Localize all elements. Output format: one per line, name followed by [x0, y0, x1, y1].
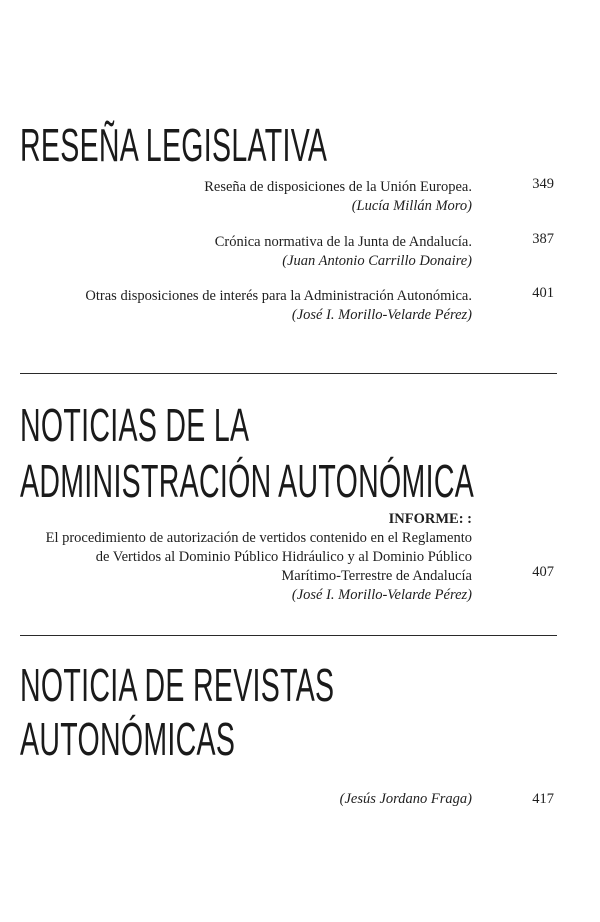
informe-title-line: El procedimiento de autorización de vertidos contenido en el Reglamento: [45, 530, 472, 546]
toc-page-number: 401: [532, 285, 554, 301]
section-divider: [20, 635, 557, 636]
section-divider: [20, 373, 557, 374]
toc-entry-author[interactable]: (Jesús Jordano Fraga): [339, 791, 472, 807]
toc-entry-union-europea[interactable]: [204, 178, 472, 216]
toc-entry-title: Crónica normativa de la Junta de Andalucía.: [214, 234, 472, 250]
informe-label: INFORME: :: [388, 511, 472, 527]
toc-entry-author: (José I. Morillo-Velarde Pérez): [291, 587, 472, 603]
informe-title-line: de Vertidos al Dominio Público Hidráulico y al Dominio Público: [95, 549, 472, 565]
toc-entry-title: Reseña de disposiciones de la Unión Europea.: [204, 179, 472, 195]
section-heading-revistas-line1: NOTICIA DE REVISTAS: [20, 659, 335, 711]
toc-entry-author: (Juan Antonio Carrillo Donaire): [282, 253, 472, 269]
toc-entry-title: Otras disposiciones de interés para la Administración Autonómica.: [85, 288, 472, 304]
section-heading-noticias-line1: NOTICIAS DE LA: [20, 399, 250, 451]
toc-page-number: 417: [532, 791, 554, 807]
section-heading-noticias-line2: ADMINISTRACIÓN AUTONÓMICA: [20, 455, 475, 507]
toc-entry-otras-disposiciones[interactable]: [85, 287, 472, 325]
informe-title-line: Marítimo-Terrestre de Andalucía: [281, 568, 472, 584]
section-heading-revistas-line2: AUTONÓMICAS: [20, 713, 236, 765]
toc-page-number: 387: [532, 231, 554, 247]
toc-entry-author: (Lucía Millán Moro): [351, 198, 472, 214]
section-heading-resena-legislativa: RESEÑA LEGISLATIVA: [20, 119, 328, 171]
toc-entry-informe[interactable]: [46, 510, 472, 605]
toc-page-number: 349: [532, 176, 554, 192]
toc-page-number: 407: [532, 564, 554, 580]
toc-entry-author: (José I. Morillo-Velarde Pérez): [291, 307, 472, 323]
toc-entry-junta-andalucia[interactable]: [215, 233, 472, 271]
